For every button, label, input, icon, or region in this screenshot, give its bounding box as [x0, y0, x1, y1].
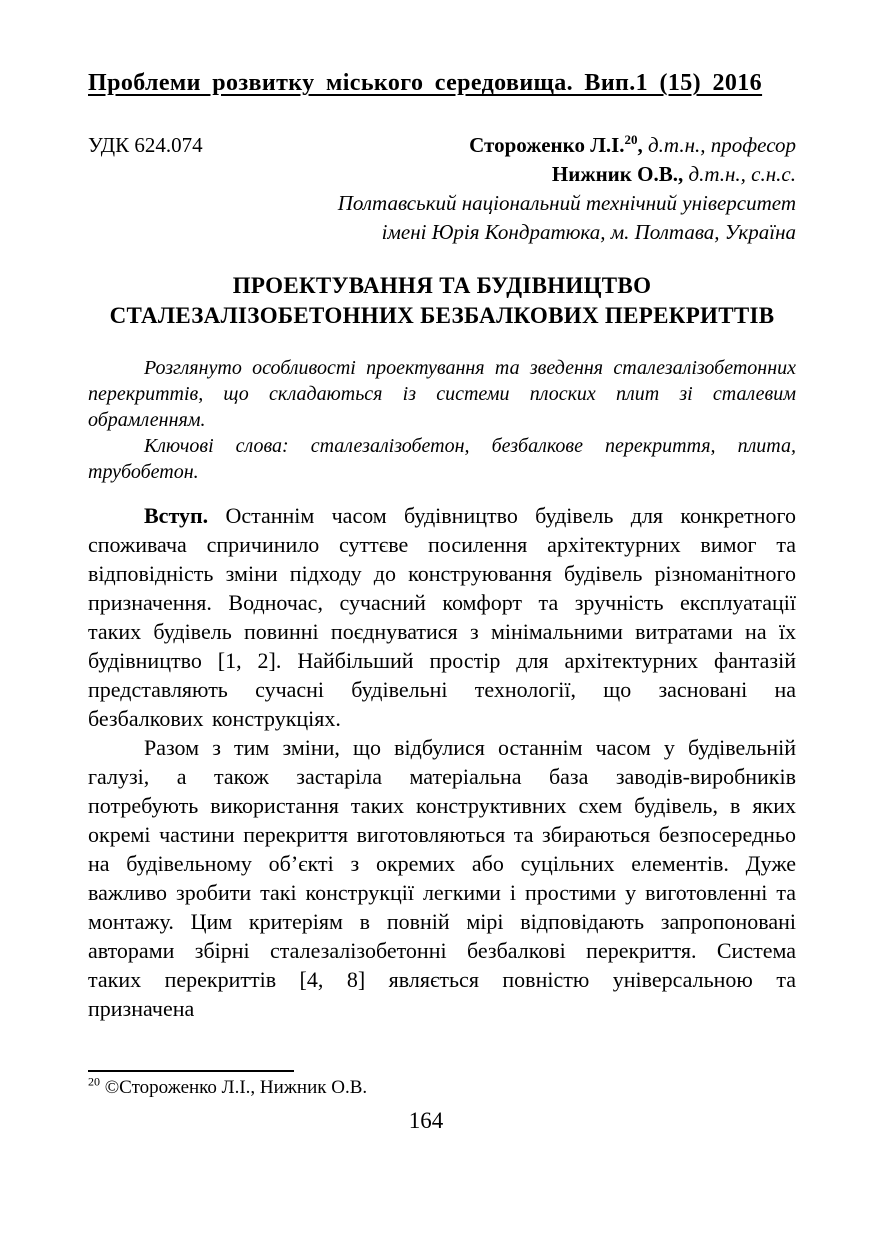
paragraph-intro — [88, 501, 796, 733]
author-degrees: д.т.н., професор — [648, 133, 796, 157]
keywords-text: Ключові слова: сталезалізобетон, безбалкове перекриття, плита, трубобетон. — [88, 435, 796, 483]
journal-header-title: Проблеми розвитку міського середовища. Вип.1 (15) 2016 — [88, 70, 763, 96]
paper-title — [88, 271, 796, 331]
paper-title-line: СТАЛЕЗАЛІЗОБЕТОННИХ БЕЗБАЛКОВИХ ПЕРЕКРИТТІВ — [109, 303, 775, 328]
article-body — [88, 501, 796, 1023]
affiliation-line: імені Юрія Кондратюка, м. Полтава, Україна — [381, 220, 796, 244]
footnote-divider — [88, 1070, 294, 1072]
footnote-text: ©Стороженко Л.І., Нижник О.В. — [100, 1077, 368, 1098]
paragraph-lead: Вступ. — [144, 503, 209, 528]
paper-title-line: ПРОЕКТУВАННЯ ТА БУДІВНИЦТВО — [232, 273, 652, 298]
author-line — [338, 131, 796, 160]
author-separator: , — [677, 162, 689, 186]
abstract-text: Розглянуто особливості проектування та зведення сталезалізобетонних перекриттів, що складаються із системи плоских плит зі сталевим обрамленням. — [88, 357, 796, 431]
author-name: Стороженко Л.І. — [469, 133, 625, 157]
footnote-marker: 20 — [88, 1074, 100, 1089]
page-number: 164 — [408, 1108, 444, 1133]
abstract-block — [88, 355, 796, 485]
affiliation-line: Полтавський національний технічний університет — [337, 191, 796, 215]
paragraph-text: Останнім часом будівництво будівель для конкретного споживача спричинило суттєве посилення архітектурних вимог та відповідність зміни підходу до конструювання будівель різноманітного призначення. Водночас, сучасний комфорт та зручність експлуатації таких будівель повинні поєднуватися з мінімальними витратами на їх будівництво [1, 2]. Найбільший простір для архітектурних фантазій представляють сучасні будівельні технології, що засновані на безбалкових конструкціях. — [88, 503, 796, 731]
author-separator: , — [637, 133, 649, 157]
udc-code: УДК 624.074 — [88, 133, 203, 157]
authors-block — [338, 131, 796, 247]
author-name: Нижник О.В. — [551, 162, 678, 186]
author-line — [338, 160, 796, 189]
footnote-area — [88, 1070, 508, 1099]
paragraph-body — [88, 733, 796, 1023]
footnote-text-line — [88, 1074, 508, 1099]
author-footnote-ref: 20 — [624, 132, 638, 147]
meta-row — [88, 131, 796, 247]
paragraph-text: Разом з тим зміни, що відбулися останнім часом у будівельній галузі, а також застаріла матеріальна база заводів-виробників потребують використання таких конструктивних схем будівель, в яких окремі частини перекриття виготовляються та збираються безпосередньо на будівельному об’єкті з окремих або суцільних елементів. Дуже важливо зробити такі конструкції легкими і простими у виготовленні та монтажу. Цим критеріям в повній мірі відповідають запропоновані авторами збірні сталезалізобетонні безбалкові перекриття. Система таких перекриттів [4, 8] являється повністю універсальною та призначена — [88, 735, 796, 1021]
author-degrees: д.т.н., с.н.с. — [688, 162, 796, 186]
